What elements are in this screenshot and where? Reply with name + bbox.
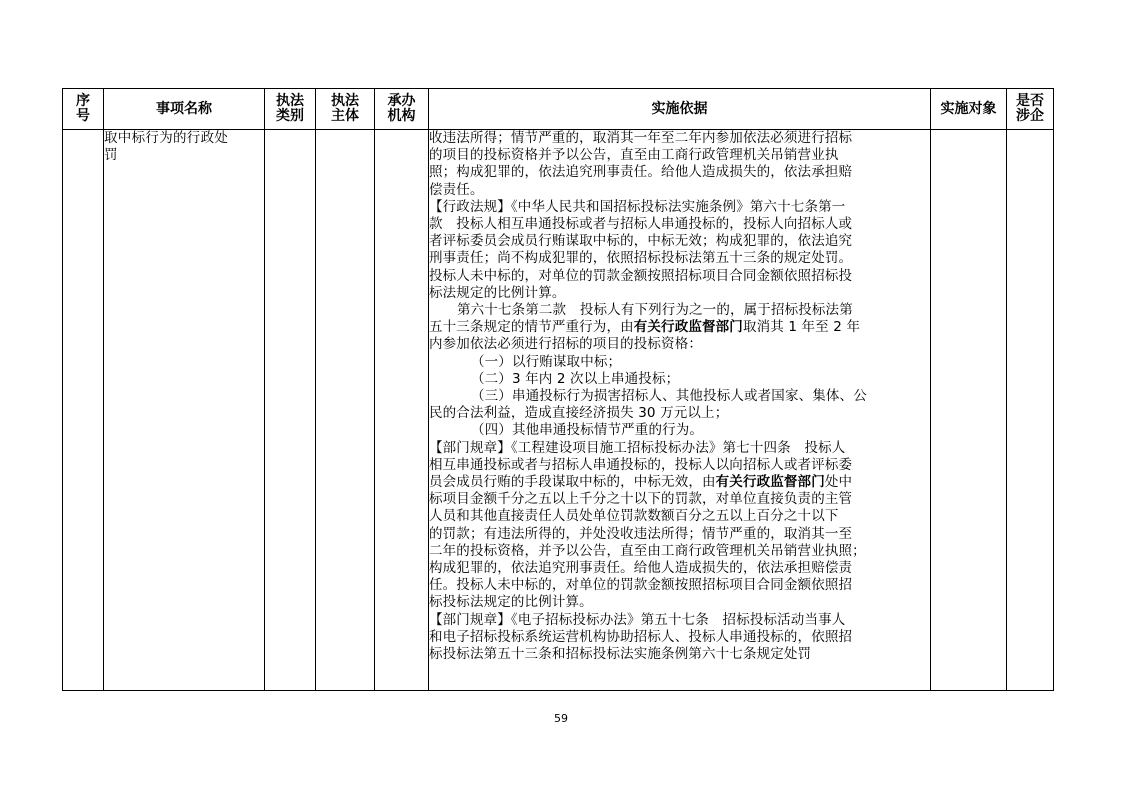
basis-line: 相互串通投标或者与招标人串通投标的，投标人以向招标人或者评标委 [429, 456, 853, 473]
basis-line: 二年的投标资格，并予以公告，直至由工商行政管理机关吊销营业执照； [429, 542, 866, 559]
header-target: 实施对象 [931, 89, 1007, 130]
basis-line: （三）串通投标行为损害招标人、其他投标人或者国家、集体、公 [471, 388, 867, 405]
basis-line: 人员和其他直接责任人员处单位罚款数额百分之五以上百分之十以下 [429, 508, 839, 525]
basis-line: 五十三条规定的情节严重行为，由有关行政监督部门取消其 1 年至 2 年 [429, 319, 861, 336]
cell-category [265, 130, 316, 691]
basis-line: 任。投标人未中标的，对单位的罚款金额按照招标项目合同金额依照招 [429, 577, 853, 594]
header-item-name: 事项名称 [104, 89, 265, 130]
header-subject: 执法 主体 [316, 89, 375, 130]
agency-emphasis: 有关行政监督部门 [715, 474, 825, 491]
basis-line: 内参加依法必须进行招标的项目的投标资格： [429, 336, 702, 353]
basis-line: 民的合法利益，造成直接经济损失 30 万元以上； [429, 405, 729, 422]
basis-line: 投标人未中标的，对单位的罚款金额按照招标项目合同金额依照招标投 [429, 267, 853, 284]
item-name-line: 取中标行为的行政处 [104, 130, 229, 146]
basis-line: 标投标法规定的比例计算。 [429, 594, 593, 611]
cell-seq [63, 130, 104, 691]
agency-emphasis: 有关行政监督部门 [633, 319, 743, 336]
header-enterprise: 是否 涉企 [1007, 89, 1054, 130]
cell-undertaker [375, 130, 429, 691]
basis-line: 的罚款；有违法所得的，并处没收违法所得；情节严重的，取消其一至 [429, 525, 853, 542]
basis-line: （四）其他串通投标情节严重的行为。 [471, 422, 704, 439]
header-undertaker: 承办 机构 [375, 89, 429, 130]
page-number: 59 [554, 712, 568, 725]
table-row [63, 130, 1054, 691]
cell-target [931, 130, 1007, 691]
table-header-row [63, 89, 1054, 130]
basis-line: 者评标委员会成员行贿谋取中标的，中标无效；构成犯罪的，依法追究 [429, 233, 853, 250]
cell-item-name [104, 130, 265, 691]
basis-line: 【部门规章】《电子招标投标办法》第五十七条 招标投标活动当事人 [429, 611, 846, 628]
header-seq: 序 号 [63, 89, 104, 130]
basis-line: 款 投标人相互串通投标或者与招标人串通投标的，投标人向招标人或 [429, 216, 853, 233]
cell-enterprise [1007, 130, 1054, 691]
basis-line: 第六十七条第二款 投标人有下列行为之一的，属于招标投标法第 [457, 302, 853, 319]
item-name-line: 罚 [104, 147, 118, 164]
basis-line: 照；构成犯罪的，依法追究刑事责任。给他人造成损失的，依法承担赔 [429, 164, 853, 181]
header-basis: 实施依据 [429, 89, 931, 130]
basis-line: （一）以行贿谋取中标； [471, 353, 622, 370]
enforcement-table [62, 88, 1054, 691]
basis-line: 【部门规章】《工程建设项目施工招标投标办法》第七十四条 投标人 [429, 439, 846, 456]
cell-subject [316, 130, 375, 691]
basis-line: 刑事责任；尚不构成犯罪的，依照招标投标法第五十三条的规定处罚。 [429, 250, 853, 267]
basis-line: 偿责任。 [429, 181, 484, 198]
basis-line: （二）3 年内 2 次以上串通投标； [471, 370, 680, 387]
basis-line: 和电子招标投标系统运营机构协助招标人、投标人串通投标的，依照招 [429, 628, 853, 645]
basis-line: 【行政法规】《中华人民共和国招标投标法实施条例》第六十七条第一 [429, 198, 846, 215]
header-category: 执法 类别 [265, 89, 316, 130]
basis-line: 标投标法第五十三条和招标投标法实施条例第六十七条规定处罚 [429, 646, 812, 663]
basis-line: 构成犯罪的，依法追究刑事责任。给他人造成损失的，依法承担赔偿责 [429, 560, 853, 577]
basis-line: 收违法所得；情节严重的，取消其一年至二年内参加依法必须进行招标 [429, 130, 853, 146]
basis-line: 标法规定的比例计算。 [429, 284, 566, 301]
cell-basis [429, 130, 931, 691]
basis-line: 的项目的投标资格并予以公告，直至由工商行政管理机关吊销营业执 [429, 147, 839, 164]
basis-line: 员会成员行贿的手段谋取中标的，中标无效，由有关行政监督部门处中 [429, 474, 853, 491]
basis-line: 标项目金额千分之五以上千分之十以下的罚款，对单位直接负责的主管 [429, 491, 853, 508]
